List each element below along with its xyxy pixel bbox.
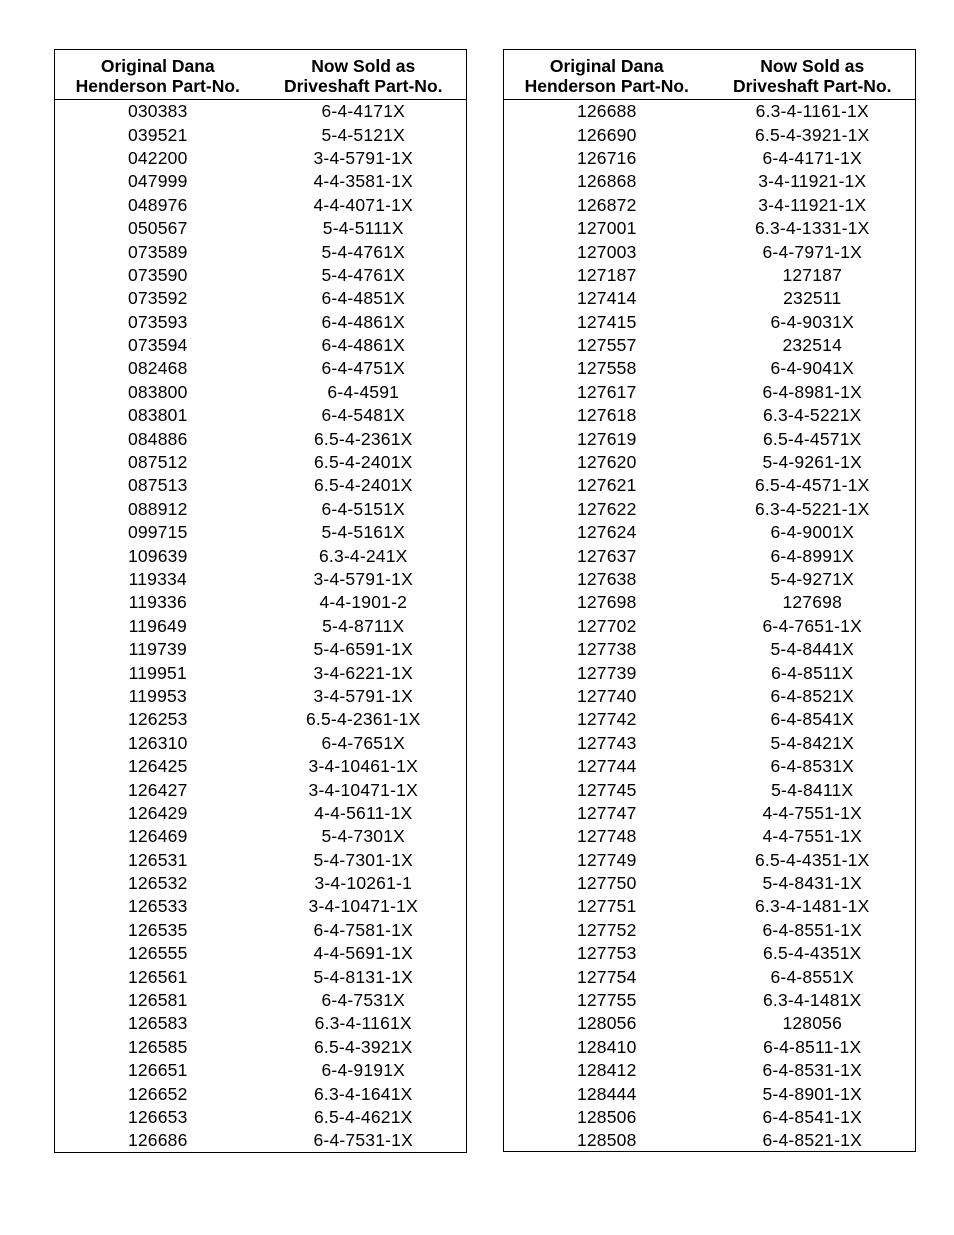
table-header — [55, 50, 466, 100]
table-row — [55, 568, 466, 591]
original-part-number: 127003 — [576, 241, 637, 262]
original-part-number: 073592 — [127, 288, 188, 309]
driveshaft-part-number: 5-4-4761X — [321, 241, 406, 262]
original-part-header — [504, 50, 710, 99]
original-part-number: 119951 — [128, 662, 187, 683]
table-row — [55, 521, 466, 544]
driveshaft-part-number: 6-4-4851X — [321, 288, 406, 309]
original-part-number: 084886 — [127, 428, 188, 449]
table-row — [55, 100, 466, 123]
original-part-number: 127415 — [576, 311, 637, 332]
original-part-number: 127750 — [576, 873, 637, 894]
driveshaft-part-number: 6.3-4-1481-1X — [755, 896, 870, 917]
table-row — [55, 287, 466, 310]
table-row — [504, 100, 915, 123]
table-row — [55, 638, 466, 661]
driveshaft-part-number: 6-4-7651-1X — [762, 615, 862, 636]
table-row — [504, 661, 915, 684]
header-line: Now Sold as — [760, 56, 865, 76]
driveshaft-part-number: 6-4-5151X — [321, 498, 406, 519]
driveshaft-part-number: 6-4-9041X — [770, 358, 855, 379]
original-part-number: 127744 — [576, 756, 637, 777]
original-part-number: 127637 — [576, 545, 637, 566]
driveshaft-part-number: 5-4-9261-1X — [762, 452, 862, 473]
original-part-number: 126690 — [576, 124, 637, 145]
right-parts-table — [503, 49, 916, 1152]
original-part-number: 127745 — [576, 779, 637, 800]
original-part-number: 126429 — [127, 802, 188, 823]
table-row — [55, 591, 466, 614]
table-row — [504, 708, 915, 731]
table-row — [55, 732, 466, 755]
original-part-number: 126427 — [127, 779, 188, 800]
table-row — [504, 357, 915, 380]
table-row — [504, 919, 915, 942]
header-line: Original Dana — [100, 56, 215, 76]
table-row — [504, 194, 915, 217]
original-part-number: 128410 — [576, 1036, 637, 1057]
driveshaft-part-number: 5-4-8421X — [770, 732, 855, 753]
original-part-number: 128444 — [576, 1083, 637, 1104]
header-line: Driveshaft Part-No. — [283, 76, 443, 96]
original-part-number: 127622 — [576, 498, 637, 519]
original-part-number: 127001 — [576, 218, 637, 239]
original-part-number: 087513 — [127, 475, 188, 496]
original-part-number: 126535 — [127, 919, 188, 940]
table-row — [504, 872, 915, 895]
driveshaft-part-number: 6.5-4-2401X — [313, 475, 413, 496]
driveshaft-part-number: 4-4-5691-1X — [313, 943, 413, 964]
driveshaft-part-number: 4-4-4071-1X — [313, 194, 413, 215]
header-line: Original Dana — [549, 56, 664, 76]
original-part-number: 126872 — [576, 194, 637, 215]
driveshaft-part-number: 127698 — [782, 592, 843, 613]
original-part-number: 126653 — [127, 1106, 188, 1127]
driveshaft-part-number: 3-4-11921-1X — [758, 194, 867, 215]
driveshaft-part-number: 6-4-8991X — [770, 545, 855, 566]
table-row — [55, 404, 466, 427]
driveshaft-part-number: 6-4-4171-1X — [762, 147, 862, 168]
driveshaft-part-number: 6-4-8511X — [771, 662, 854, 683]
table-row — [504, 240, 915, 263]
table-row — [504, 942, 915, 965]
table-row — [504, 451, 915, 474]
table-row — [504, 895, 915, 918]
original-part-number: 050567 — [127, 218, 188, 239]
original-part-number: 087512 — [127, 452, 188, 473]
original-part-number: 128506 — [576, 1106, 637, 1127]
table-row — [55, 708, 466, 731]
driveshaft-part-number: 6-4-7971-1X — [762, 241, 862, 262]
driveshaft-part-number: 6.5-4-4571X — [762, 428, 862, 449]
driveshaft-part-number: 5-4-8411X — [771, 779, 854, 800]
original-part-number: 047999 — [127, 171, 188, 192]
original-part-number: 127638 — [576, 569, 637, 589]
driveshaft-part-number: 3-4-5791-1X — [313, 569, 413, 589]
table-row — [504, 217, 915, 240]
table-body — [55, 100, 466, 1153]
table-row — [504, 381, 915, 404]
table-row — [504, 638, 915, 661]
original-part-number: 127617 — [576, 381, 637, 402]
driveshaft-part-number: 6-4-4751X — [321, 358, 406, 379]
driveshaft-part-number: 127187 — [782, 264, 843, 285]
table-row — [55, 427, 466, 450]
driveshaft-part-number: 4-4-3581-1X — [313, 171, 413, 192]
original-part-number: 126868 — [576, 171, 637, 192]
driveshaft-part-number: 6.5-4-3921X — [313, 1036, 413, 1057]
driveshaft-part-number: 6.3-4-1161X — [314, 1013, 412, 1034]
table-row — [504, 404, 915, 427]
original-part-number: 042200 — [127, 147, 188, 168]
original-part-number: 127620 — [576, 452, 637, 473]
driveshaft-part-number: 5-4-8131-1X — [313, 966, 413, 987]
original-part-number: 126533 — [127, 896, 188, 917]
original-part-number: 127702 — [576, 615, 637, 636]
table-row — [55, 872, 466, 895]
table-row — [504, 498, 915, 521]
table-row — [504, 474, 915, 497]
driveshaft-part-number: 6-4-8511-1X — [763, 1036, 862, 1057]
now-sold-header — [261, 50, 467, 99]
driveshaft-part-number: 6-4-4861X — [321, 335, 406, 356]
driveshaft-part-number: 6-4-7531X — [321, 990, 406, 1011]
table-row — [504, 755, 915, 778]
table-row — [55, 217, 466, 240]
driveshaft-part-number: 6-4-5481X — [321, 405, 406, 426]
now-sold-header — [710, 50, 916, 99]
table-row — [504, 1012, 915, 1035]
driveshaft-part-number: 6.3-4-1481X — [762, 990, 862, 1011]
table-row — [504, 311, 915, 334]
driveshaft-part-number: 128056 — [782, 1013, 843, 1034]
original-part-number: 082468 — [127, 358, 188, 379]
original-part-number: 127754 — [576, 966, 637, 987]
original-part-number: 127753 — [576, 943, 637, 964]
driveshaft-part-number: 5-4-9271X — [770, 569, 855, 589]
original-part-number: 128056 — [576, 1013, 637, 1034]
original-part-number: 128412 — [576, 1060, 637, 1081]
driveshaft-part-number: 6-4-4591 — [327, 381, 400, 402]
driveshaft-part-number: 6.5-4-4621X — [313, 1106, 413, 1127]
original-part-number: 127187 — [576, 264, 637, 285]
original-part-number: 126716 — [576, 147, 637, 168]
original-part-number: 127618 — [576, 405, 637, 426]
table-row — [504, 591, 915, 614]
driveshaft-part-number: 5-4-6591-1X — [313, 639, 413, 660]
original-part-number: 127619 — [576, 428, 637, 449]
table-row — [504, 615, 915, 638]
table-row — [55, 123, 466, 146]
table-body — [504, 100, 915, 1153]
original-part-number: 127698 — [576, 592, 637, 613]
driveshaft-part-number: 5-4-5121X — [321, 124, 406, 145]
original-part-number: 127738 — [576, 639, 637, 660]
table-row — [55, 661, 466, 684]
table-row — [55, 170, 466, 193]
driveshaft-part-number: 5-4-4761X — [321, 264, 406, 285]
table-row — [504, 123, 915, 146]
driveshaft-part-number: 5-4-8431-1X — [762, 873, 862, 894]
header-line: Driveshaft Part-No. — [732, 76, 892, 96]
table-header — [504, 50, 915, 100]
table-row — [55, 240, 466, 263]
original-part-header — [55, 50, 261, 99]
driveshaft-part-number: 4-4-5611-1X — [314, 802, 413, 823]
original-part-number: 119739 — [128, 639, 187, 660]
driveshaft-part-number: 6-4-8981-1X — [762, 381, 862, 402]
driveshaft-part-number: 3-4-10261-1 — [314, 873, 413, 894]
original-part-number: 126583 — [127, 1013, 188, 1034]
driveshaft-part-number: 6-4-7531-1X — [313, 1130, 413, 1151]
table-row — [504, 1036, 915, 1059]
table-row — [55, 544, 466, 567]
original-part-number: 126532 — [127, 873, 188, 894]
table-row — [55, 755, 466, 778]
table-row — [55, 311, 466, 334]
original-part-number: 088912 — [127, 498, 188, 519]
table-row — [55, 1036, 466, 1059]
table-row — [504, 825, 915, 848]
driveshaft-part-number: 6-4-9191X — [321, 1060, 406, 1081]
driveshaft-part-number: 6-4-8551X — [770, 966, 855, 987]
table-row — [55, 1106, 466, 1129]
table-row — [55, 965, 466, 988]
original-part-number: 083800 — [127, 381, 188, 402]
driveshaft-part-number: 6.5-4-2361X — [313, 428, 413, 449]
original-part-number: 127739 — [576, 662, 637, 683]
table-row — [55, 942, 466, 965]
original-part-number: 126425 — [127, 756, 188, 777]
original-part-number: 073593 — [127, 311, 188, 332]
original-part-number: 128508 — [576, 1130, 637, 1151]
driveshaft-part-number: 232514 — [782, 335, 843, 356]
table-row — [55, 357, 466, 380]
table-row — [504, 147, 915, 170]
table-row — [55, 919, 466, 942]
table-row — [55, 264, 466, 287]
driveshaft-part-number: 4-4-7551-1X — [762, 826, 862, 847]
driveshaft-part-number: 6.5-4-4571-1X — [755, 475, 870, 496]
left-parts-table — [54, 49, 467, 1153]
driveshaft-part-number: 6-4-7581-1X — [313, 919, 413, 940]
original-part-number: 127752 — [576, 919, 637, 940]
table-row — [504, 427, 915, 450]
table-row — [504, 802, 915, 825]
original-part-number: 126581 — [127, 990, 188, 1011]
original-part-number: 048976 — [127, 194, 188, 215]
driveshaft-part-number: 6.5-4-3921-1X — [755, 124, 870, 145]
table-row — [504, 521, 915, 544]
original-part-number: 127557 — [576, 335, 637, 356]
driveshaft-part-number: 5-4-7301X — [321, 826, 406, 847]
original-part-number: 039521 — [127, 124, 188, 145]
original-part-number: 073590 — [127, 264, 188, 285]
original-part-number: 083801 — [127, 405, 188, 426]
table-row — [504, 1129, 915, 1152]
driveshaft-part-number: 6.5-4-4351-1X — [755, 849, 870, 870]
header-line: Henderson Part-No. — [75, 76, 240, 96]
original-part-number: 119649 — [128, 615, 187, 636]
table-row — [504, 778, 915, 801]
driveshaft-part-number: 6-4-7651X — [321, 732, 406, 753]
table-row — [504, 544, 915, 567]
table-row — [55, 147, 466, 170]
original-part-number: 119334 — [128, 569, 187, 589]
driveshaft-part-number: 232511 — [783, 288, 842, 309]
table-row — [504, 849, 915, 872]
table-row — [55, 778, 466, 801]
original-part-number: 127621 — [576, 475, 637, 496]
driveshaft-part-number: 5-4-5161X — [321, 522, 406, 543]
original-part-number: 127743 — [576, 732, 637, 753]
driveshaft-part-number: 6-4-8521-1X — [762, 1130, 862, 1151]
driveshaft-part-number: 3-4-5791-1X — [313, 685, 413, 706]
original-part-number: 119953 — [128, 685, 187, 706]
table-row — [55, 849, 466, 872]
original-part-number: 126585 — [127, 1036, 188, 1057]
driveshaft-part-number: 4-4-1901-2 — [319, 592, 408, 613]
driveshaft-part-number: 6-4-4171X — [321, 101, 406, 122]
original-part-number: 073589 — [127, 241, 188, 262]
header-line: Henderson Part-No. — [524, 76, 689, 96]
table-row — [504, 170, 915, 193]
original-part-number: 127747 — [576, 802, 637, 823]
original-part-number: 109639 — [127, 545, 188, 566]
table-row — [55, 989, 466, 1012]
driveshaft-part-number: 4-4-7551-1X — [762, 802, 862, 823]
driveshaft-part-number: 6-4-4861X — [321, 311, 406, 332]
table-row — [55, 194, 466, 217]
table-row — [55, 895, 466, 918]
driveshaft-part-number: 5-4-7301-1X — [313, 849, 413, 870]
driveshaft-part-number: 5-4-8901-1X — [762, 1083, 862, 1104]
driveshaft-part-number: 6.3-4-5221-1X — [755, 498, 870, 519]
table-row — [55, 802, 466, 825]
driveshaft-part-number: 6.3-4-241X — [318, 545, 408, 566]
driveshaft-part-number: 5-4-5111X — [322, 218, 404, 239]
original-part-number: 126531 — [127, 849, 188, 870]
table-row — [55, 685, 466, 708]
table-row — [504, 287, 915, 310]
driveshaft-part-number: 3-4-10471-1X — [308, 779, 418, 800]
table-row — [55, 615, 466, 638]
original-part-number: 127558 — [576, 358, 637, 379]
driveshaft-part-number: 6.5-4-4351X — [762, 943, 862, 964]
driveshaft-part-number: 3-4-10461-1X — [308, 756, 418, 777]
table-row — [504, 685, 915, 708]
driveshaft-part-number: 6-4-8541-1X — [762, 1106, 862, 1127]
driveshaft-part-number: 6-4-8541X — [770, 709, 855, 730]
original-part-number: 073594 — [127, 335, 188, 356]
driveshaft-part-number: 6-4-9031X — [770, 311, 855, 332]
driveshaft-part-number: 6.3-4-1161-1X — [755, 101, 869, 122]
original-part-number: 127742 — [576, 709, 637, 730]
original-part-number: 127740 — [576, 685, 637, 706]
table-row — [55, 334, 466, 357]
driveshaft-part-number: 6.5-4-2401X — [313, 452, 413, 473]
table-row — [504, 334, 915, 357]
driveshaft-part-number: 3-4-6221-1X — [313, 662, 413, 683]
table-row — [55, 1129, 466, 1152]
original-part-number: 127755 — [576, 990, 637, 1011]
driveshaft-part-number: 3-4-10471-1X — [308, 896, 418, 917]
original-part-number: 126651 — [127, 1060, 188, 1081]
driveshaft-part-number: 6-4-8551-1X — [762, 919, 862, 940]
table-row — [55, 474, 466, 497]
table-row — [55, 381, 466, 404]
original-part-number: 126253 — [127, 709, 188, 730]
original-part-number: 127748 — [576, 826, 637, 847]
table-row — [55, 825, 466, 848]
table-row — [55, 1082, 466, 1105]
original-part-number: 126469 — [127, 826, 188, 847]
driveshaft-part-number: 6-4-9001X — [770, 522, 855, 543]
original-part-number: 127751 — [576, 896, 637, 917]
driveshaft-part-number: 6.3-4-1331-1X — [755, 218, 870, 239]
table-row — [55, 1012, 466, 1035]
table-row — [504, 989, 915, 1012]
original-part-number: 119336 — [128, 592, 187, 613]
original-part-number: 127624 — [576, 522, 637, 543]
driveshaft-part-number: 3-4-11921-1X — [758, 171, 867, 192]
driveshaft-part-number: 6.5-4-2361-1X — [306, 709, 421, 730]
table-row — [504, 568, 915, 591]
original-part-number: 126561 — [127, 966, 188, 987]
driveshaft-part-number: 3-4-5791-1X — [313, 147, 413, 168]
original-part-number: 127749 — [576, 849, 637, 870]
table-row — [504, 264, 915, 287]
table-row — [504, 965, 915, 988]
driveshaft-part-number: 6.3-4-5221X — [762, 405, 862, 426]
table-row — [504, 732, 915, 755]
original-part-number: 126688 — [576, 101, 637, 122]
original-part-number: 126310 — [127, 732, 188, 753]
driveshaft-part-number: 6-4-8531-1X — [762, 1060, 862, 1081]
driveshaft-part-number: 6-4-8521X — [770, 685, 855, 706]
driveshaft-part-number: 5-4-8711X — [322, 615, 405, 636]
table-row — [504, 1059, 915, 1082]
driveshaft-part-number: 6-4-8531X — [770, 756, 855, 777]
original-part-number: 126555 — [127, 943, 188, 964]
header-line: Now Sold as — [311, 56, 416, 76]
original-part-number: 030383 — [127, 101, 188, 122]
table-row — [504, 1106, 915, 1129]
table-row — [55, 498, 466, 521]
table-row — [504, 1082, 915, 1105]
table-row — [55, 451, 466, 474]
original-part-number: 126652 — [127, 1083, 188, 1104]
driveshaft-part-number: 6.3-4-1641X — [313, 1083, 413, 1104]
original-part-number: 127414 — [576, 288, 637, 309]
table-row — [55, 1059, 466, 1082]
original-part-number: 099715 — [127, 522, 188, 543]
original-part-number: 126686 — [127, 1130, 188, 1151]
driveshaft-part-number: 5-4-8441X — [770, 639, 855, 660]
